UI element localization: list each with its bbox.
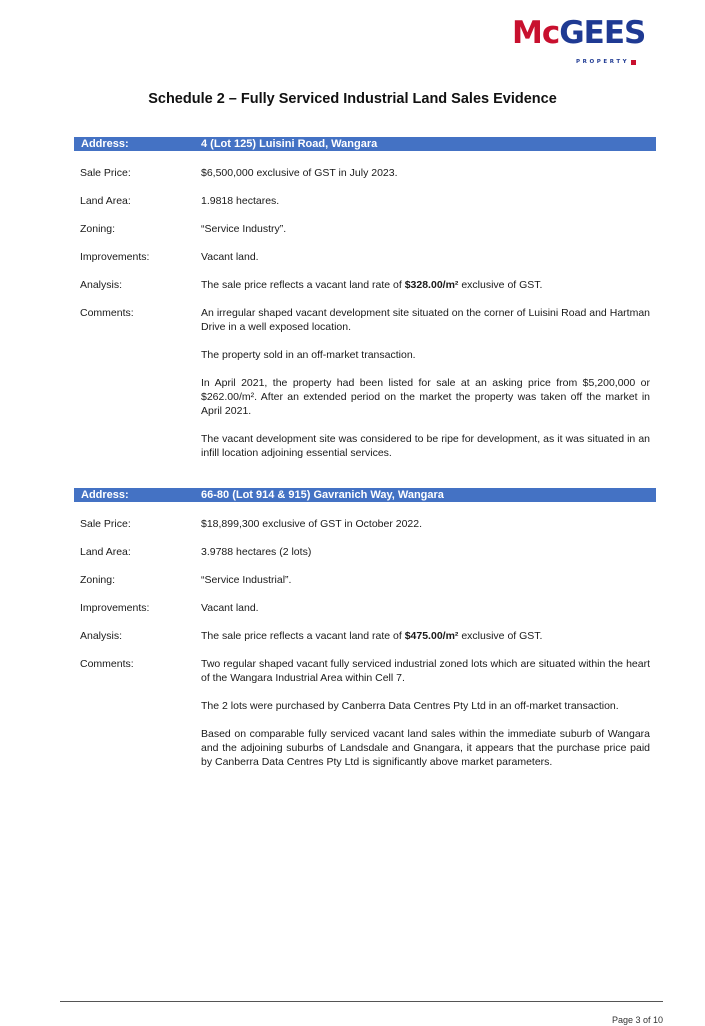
land-area-value: 3.9788 hectares (2 lots): [201, 546, 312, 558]
improvements-label: Improvements:: [80, 251, 150, 263]
address-label: Address:: [81, 138, 129, 150]
comment-paragraph: In April 2021, the property had been listed for sale at an asking price from $5,200,000 or $262.00/m². After an extended period on the market the property was taken off the market in April 2021.: [201, 377, 650, 417]
sale-price-label: Sale Price:: [80, 167, 131, 179]
footer-divider: [60, 1001, 663, 1002]
zoning-value: “Service Industry”.: [201, 223, 287, 235]
sale-price-label: Sale Price:: [80, 518, 131, 530]
address-label: Address:: [81, 489, 129, 501]
comments-label: Comments:: [80, 658, 134, 670]
analysis-text: The sale price reflects a vacant land rate of: [201, 630, 405, 642]
land-area-value: 1.9818 hectares.: [201, 195, 280, 207]
comment-paragraph: The vacant development site was considered to be ripe for development, as it was situated in an infill location adjoining essential services.: [201, 433, 650, 459]
improvements-value: Vacant land.: [201, 602, 259, 614]
page-title: Schedule 2 – Fully Serviced Industrial Land Sales Evidence: [148, 91, 557, 107]
land-area-label: Land Area:: [80, 195, 131, 207]
analysis-value: [201, 629, 650, 643]
analysis-text-end: exclusive of GST.: [458, 630, 543, 642]
zoning-label: Zoning:: [80, 223, 116, 235]
comments-value: [201, 657, 650, 769]
zoning-label: Zoning:: [80, 574, 116, 586]
comment-paragraph: Based on comparable fully serviced vacant land sales within the immediate suburb of Wangara and the adjoining suburbs of Landsdale and Gnangara, it appears that the purchase price paid by Canberra Data Centres Pty Ltd is significantly above market parameters.: [201, 728, 650, 768]
land-area-label: Land Area:: [80, 546, 131, 558]
improvements-value: Vacant land.: [201, 251, 259, 263]
improvements-label: Improvements:: [80, 602, 150, 614]
logo-wordmark: [512, 16, 645, 50]
comments-label: Comments:: [80, 307, 134, 319]
analysis-label: Analysis:: [80, 630, 123, 642]
address-band: [74, 488, 656, 502]
page-number: Page 3 of 10: [611, 1015, 663, 1025]
sale-price-value: $18,899,300 exclusive of GST in October 2022.: [201, 518, 423, 530]
comment-paragraph: An irregular shaped vacant development site situated on the corner of Luisini Road and Hartman Drive in a well exposed location.: [201, 307, 650, 333]
analysis-value: [201, 278, 650, 292]
logo-property-text: PROPERTY: [576, 59, 630, 65]
comment-paragraph: Two regular shaped vacant fully serviced industrial zoned lots which are situated within the heart of the Wangara Industrial Area within Cell 7.: [201, 658, 650, 684]
analysis-text: The sale price reflects a vacant land rate of: [201, 279, 405, 291]
mcgees-logo: [512, 15, 654, 65]
analysis-rate: $328.00/m²: [404, 279, 459, 291]
logo-subline: [576, 59, 652, 66]
logo-gees: GEES: [559, 15, 646, 51]
comment-paragraph: The property sold in an off-market transaction.: [201, 349, 416, 361]
address-value: 66-80 (Lot 914 & 915) Gavranich Way, Wangara: [201, 489, 444, 501]
comments-value: [201, 306, 650, 460]
sale-price-value: $6,500,000 exclusive of GST in July 2023.: [201, 167, 398, 179]
logo-mc: Mc: [512, 15, 560, 51]
address-value: 4 (Lot 125) Luisini Road, Wangara: [201, 138, 378, 150]
analysis-label: Analysis:: [80, 279, 123, 291]
analysis-rate: $475.00/m²: [404, 630, 459, 642]
zoning-value: “Service Industrial”.: [201, 574, 292, 586]
address-band: [74, 137, 656, 151]
logo-red-square: [631, 60, 636, 65]
comment-paragraph: The 2 lots were purchased by Canberra Data Centres Pty Ltd in an off-market transaction.: [201, 700, 619, 712]
analysis-text-end: exclusive of GST.: [458, 279, 543, 291]
